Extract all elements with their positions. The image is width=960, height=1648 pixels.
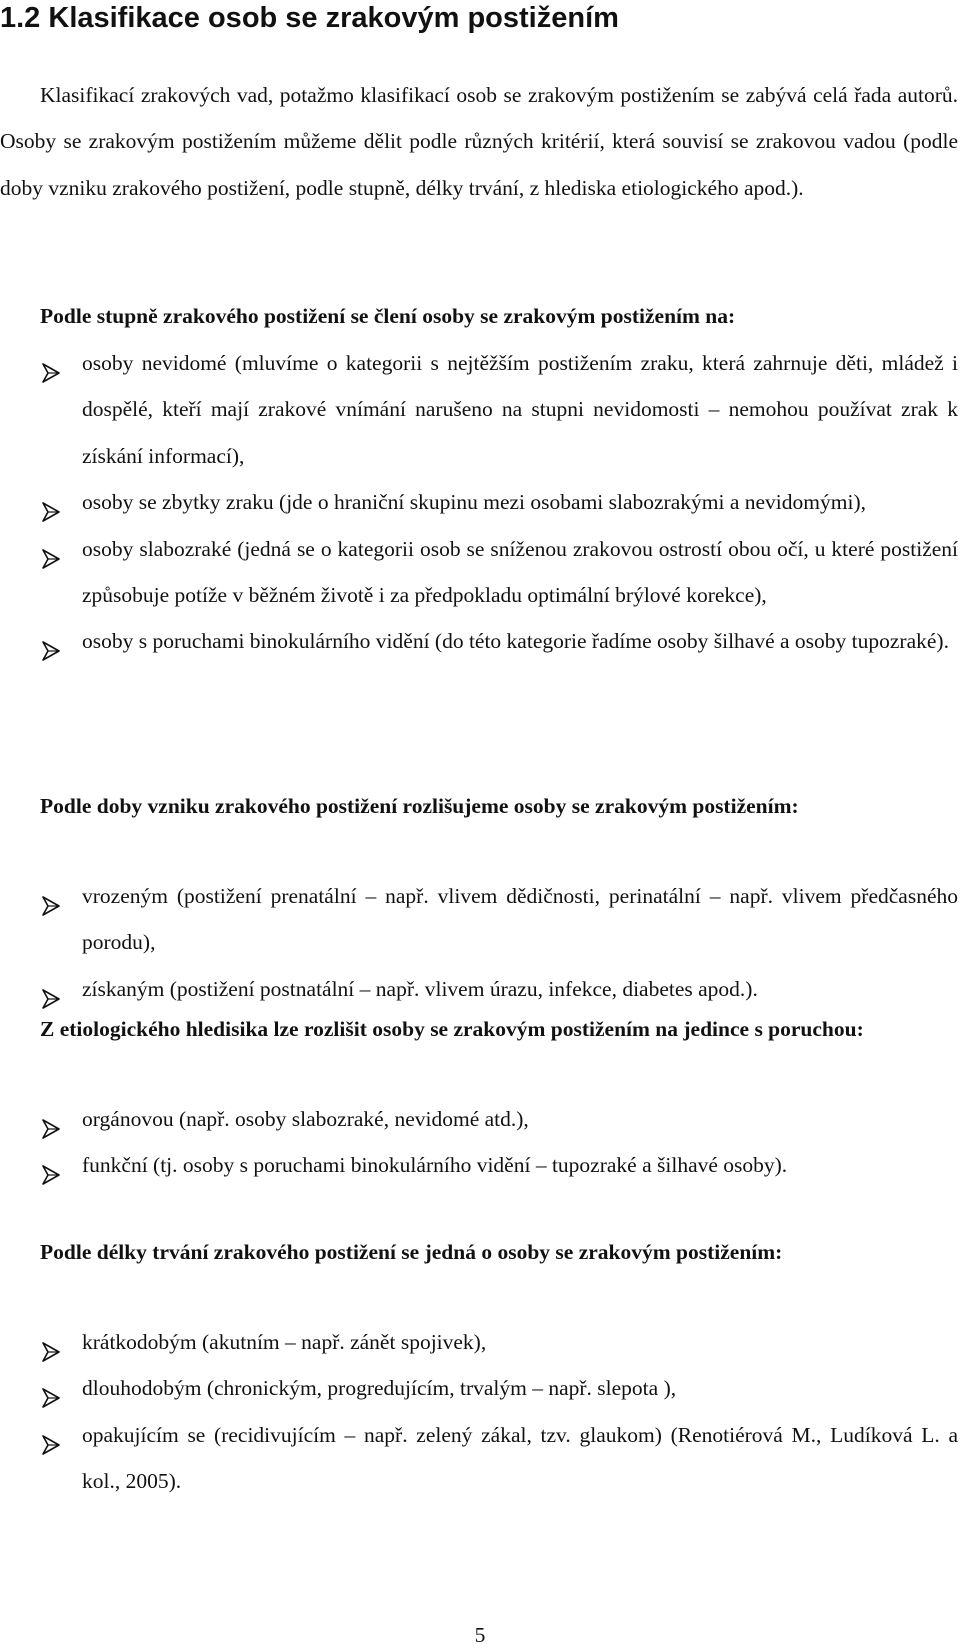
section-title-etiology: Z etiologického hledisika lze rozlišit osoby se zrakovým postižením na jedince s poruchou: xyxy=(40,1017,864,1041)
list-etiology xyxy=(0,1096,958,1189)
arrowhead-bullet-icon xyxy=(42,353,60,373)
list-item: funkční (tj. osoby s poruchami binokulárního vidění – tupozraké a šilhavé osoby). xyxy=(0,1142,958,1188)
list-item: vrozeným (postižení prenatální – např. vlivem dědičnosti, perinatální – např. vlivem předčasného porodu), xyxy=(0,873,958,966)
section-title-degree: Podle stupně zrakového postižení se člení osoby se zrakovým postižením na: xyxy=(40,304,736,328)
list-duration xyxy=(0,1319,958,1505)
section-title-duration: Podle délky trvání zrakového postižení se jedná o osoby se zrakovým postižením: xyxy=(40,1240,783,1264)
arrowhead-bullet-icon xyxy=(42,1378,60,1398)
list-item: osoby nevidomé (mluvíme o kategorii s nejtěžším postižením zraku, která zahrnuje děti, mládež i dospělé, kteří mají zrakové vnímání narušeno na stupni nevidomosti – nemohou používat zrak k získání informací), xyxy=(0,340,958,479)
arrowhead-bullet-icon xyxy=(42,1109,60,1129)
arrowhead-bullet-icon xyxy=(42,979,60,999)
section-title-onset: Podle doby vzniku zrakového postižení rozlišujeme osoby se zrakovým postižením: xyxy=(40,794,799,818)
arrowhead-bullet-icon xyxy=(42,1332,60,1352)
arrowhead-bullet-icon xyxy=(42,631,60,651)
intro-paragraph: Klasifikací zrakových vad, potažmo klasifikací osob se zrakovým postižením se zabývá celá řada autorů. Osoby se zrakovým postižením můžeme dělit podle různých kritérií, která souvisí se zrakovou vadou (podle doby vzniku zrakového postižení, podle stupně, délky trvání, z hlediska etiologického apod.). xyxy=(0,83,958,200)
list-item: osoby s poruchami binokulárního vidění (do této kategorie řadíme osoby šilhavé a osoby tupozraké). xyxy=(0,618,958,664)
arrowhead-bullet-icon xyxy=(42,1155,60,1175)
list-item: osoby slabozraké (jedná se o kategorii osob se sníženou zrakovou ostrostí obou očí, u které postižení způsobuje potíže v běžném životě i za předpokladu optimální brýlové korekce), xyxy=(0,526,958,619)
arrowhead-bullet-icon xyxy=(42,886,60,906)
arrowhead-bullet-icon xyxy=(42,1425,60,1445)
list-item: krátkodobým (akutním – např. zánět spojivek), xyxy=(0,1319,958,1365)
list-item: získaným (postižení postnatální – např. vlivem úrazu, infekce, diabetes apod.). xyxy=(0,966,958,1012)
arrowhead-bullet-icon xyxy=(42,539,60,559)
list-degree xyxy=(0,340,958,665)
list-item: orgánovou (např. osoby slabozraké, nevidomé atd.), xyxy=(0,1096,958,1142)
list-item: dlouhodobým (chronickým, progredujícím, trvalým – např. slepota ), xyxy=(0,1365,958,1411)
list-item: osoby se zbytky zraku (jde o hraniční skupinu mezi osobami slabozrakými a nevidomými), xyxy=(0,479,958,525)
section-heading: 1.2 Klasifikace osob se zrakovým postižením xyxy=(0,2,619,34)
arrowhead-bullet-icon xyxy=(42,492,60,512)
page-number: 5 xyxy=(474,1623,486,1647)
list-item: opakujícím se (recidivujícím – např. zelený zákal, tzv. glaukom) (Renotiérová M., Ludíková L. a kol., 2005). xyxy=(0,1412,958,1505)
list-onset xyxy=(0,873,958,1012)
